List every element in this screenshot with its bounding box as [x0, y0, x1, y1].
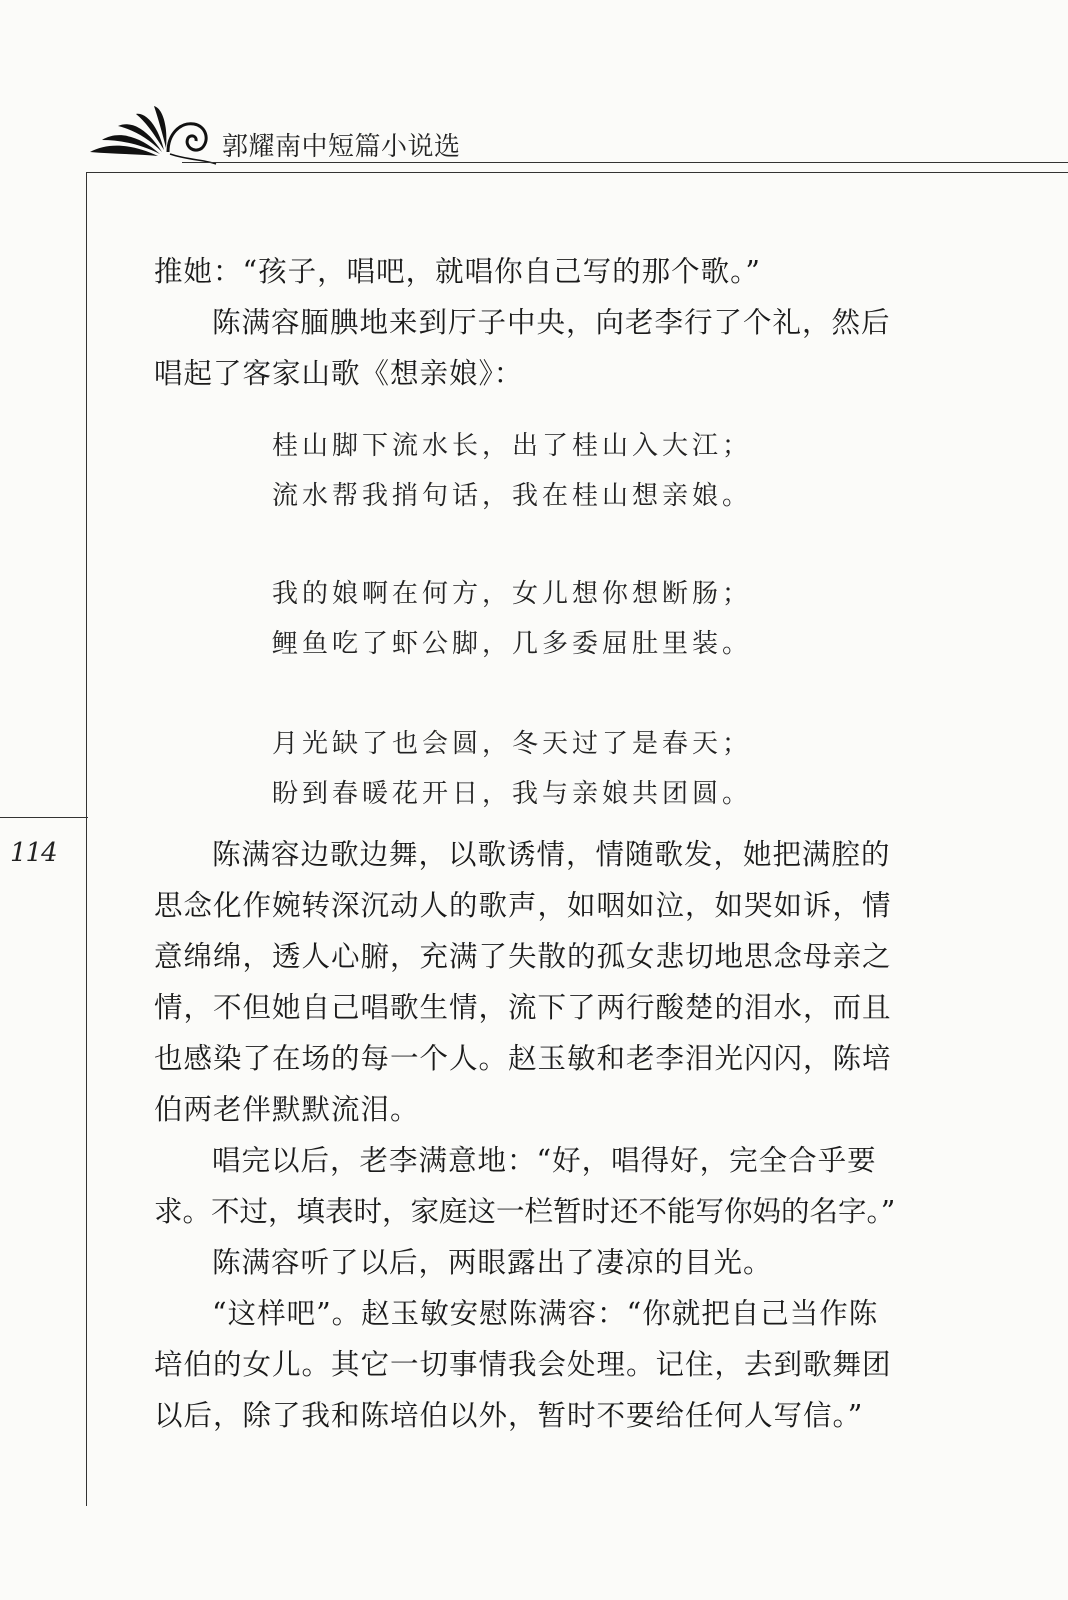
frame-rule-left: [86, 172, 87, 1506]
header-rule: [182, 162, 1068, 163]
poem-line: 鲤鱼吃了虾公脚，几多委屈肚里装。: [272, 629, 753, 659]
intro-line: 陈满容腼腆地来到厅子中央，向老李行了个礼，然后: [212, 306, 891, 339]
intro-line: 推她：“孩子，唱吧，就唱你自己写的那个歌。”: [154, 255, 761, 288]
frame-rule-top: [86, 172, 1068, 173]
paragraph-line: 也感染了在场的每一个人。赵玉敏和老李泪光闪闪，陈培: [154, 1042, 892, 1075]
paragraph-line: 情，不但她自己唱歌生情，流下了两行酸楚的泪水，而且: [154, 991, 892, 1024]
paragraph-line: 培伯的女儿。其它一切事情我会处理。记住，去到歌舞团: [154, 1348, 892, 1381]
body-text: [154, 246, 924, 1441]
paragraph-line: “这样吧”。赵玉敏安慰陈满容：“你就把自己当作陈: [212, 1297, 879, 1330]
paragraph-line: 思念化作婉转深沉动人的歌声，如咽如泣，如哭如诉，情: [154, 889, 892, 922]
book-title: 郭耀南中短篇小说选: [222, 132, 461, 162]
paragraph-line: 陈满容边歌边舞，以歌诱情，情随歌发，她把满腔的: [212, 838, 891, 871]
poem-line: 流水帮我捎句话，我在桂山想亲娘。: [272, 481, 753, 511]
poem-line: 桂山脚下流水长，出了桂山入大江；: [272, 431, 753, 461]
paragraph-line: 伯两老伴默默流泪。: [154, 1093, 420, 1126]
paragraph-line: 求。不过，填表时，家庭这一栏暂时还不能写你妈的名字。”: [154, 1195, 896, 1228]
paragraph-line: 唱完以后，老李满意地：“好，唱得好，完全合乎要: [212, 1144, 877, 1177]
intro-line: 唱起了客家山歌《想亲娘》：: [154, 357, 524, 390]
paragraph-line: 意绵绵，透人心腑，充满了失散的孤女悲切地思念母亲之: [154, 940, 892, 973]
poem-line: 我的娘啊在何方，女儿想你想断肠；: [272, 579, 753, 609]
page-number: 114: [10, 838, 57, 868]
margin-rule: [0, 817, 88, 818]
paragraph-line: 陈满容听了以后，两眼露出了凄凉的目光。: [212, 1246, 773, 1279]
paragraph-line: 以后，除了我和陈培伯以外，暂时不要给任何人写信。”: [154, 1399, 864, 1432]
poem-line: 盼到春暖花开日，我与亲娘共团圆。: [272, 779, 753, 809]
poem-line: 月光缺了也会圆，冬天过了是春天；: [272, 729, 753, 759]
